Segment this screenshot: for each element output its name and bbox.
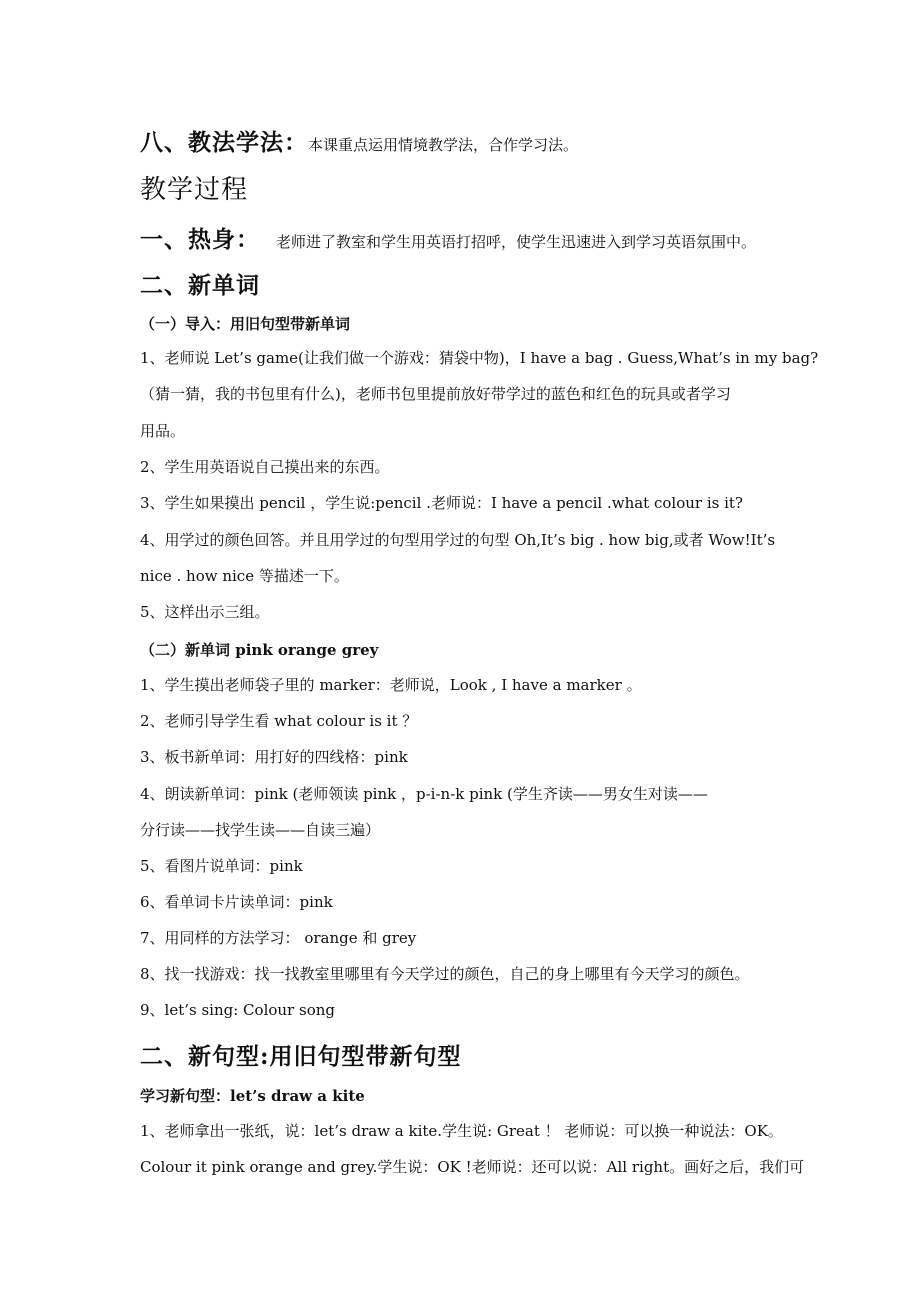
paragraph-line: 1、老师拿出一张纸，说：let’s draw a kite.学生说: Great ！ 老师说：可以换一种说法：OK。 <box>140 1122 783 1140</box>
paragraph-line: 6、看单词卡片读单词：pink <box>140 893 333 911</box>
section-heading-new-words: 二、新单词 <box>140 272 260 299</box>
paragraph-line: 1、学生摸出老师袋子里的 marker：老师说，Look , I have a marker 。 <box>140 676 642 694</box>
paragraph-line: （猜一猜，我的书包里有什么)，老师书包里提前放好带学过的蓝色和红色的玩具或者学习 <box>140 385 731 403</box>
paragraph-line: 2、学生用英语说自己摸出来的东西。 <box>140 458 390 476</box>
paragraph-line: 2、老师引导学生看 what colour is it ？ <box>140 712 418 730</box>
section-heading-new-sentences: 二、新句型:用旧句型带新句型 <box>140 1043 462 1070</box>
paragraph-line: 5、看图片说单词：pink <box>140 857 303 875</box>
paragraph-line: 4、朗读新单词：pink (老师领读 pink ，p-i-n-k pink (学生齐读——男女生对读—— <box>140 785 708 803</box>
paragraph-line: 8、找一找游戏：找一找教室里哪里有今天学过的颜色，自己的身上哪里有今天学习的颜色。 <box>140 965 750 983</box>
paragraph-line: 5、这样出示三组。 <box>140 603 270 621</box>
paragraph-line: 分行读——找学生读——自读三遍） <box>140 821 381 839</box>
paragraph-line: 3、学生如果摸出 pencil ，学生说:pencil .老师说：I have a pencil .what colour is it? <box>140 494 743 512</box>
paragraph-line: nice . how nice 等描述一下。 <box>140 567 349 585</box>
paragraph-line: 1、老师说 Let’s game(让我们做一个游戏：猜袋中物)，I have a bag . Guess,What’s in my bag? <box>140 349 819 367</box>
subheading-new-sentence: 学习新句型：let’s draw a kite <box>140 1087 365 1105</box>
paragraph-line: Colour it pink orange and grey.学生说：OK !老师说：还可以说：All right。画好之后，我们可 <box>140 1158 805 1176</box>
section-heading-warm-up <box>140 221 756 254</box>
heading-label: 一、热身： <box>140 226 260 253</box>
heading-text: 本课重点运用情境教学法，合作学习法。 <box>308 136 579 154</box>
paragraph-line: 7、用同样的方法学习： orange 和 grey <box>140 929 417 947</box>
section-heading-teaching-methods <box>140 124 578 157</box>
paragraph-line: 用品。 <box>140 422 186 440</box>
subheading-intro: （一）导入：用旧句型带新单词 <box>140 315 351 333</box>
heading-label: 八、教法学法： <box>140 129 308 156</box>
paragraph-line: 3、板书新单词：用打好的四线格：pink <box>140 748 408 766</box>
paragraph-line: 4、用学过的颜色回答。并且用学过的句型用学过的句型 Oh,It’s big . how big,或者 Wow!It’s <box>140 531 776 549</box>
heading-text: 老师进了教室和学生用英语打招呼，使学生迅速进入到学习英语氛围中。 <box>276 233 757 251</box>
section-title-teaching-process: 教学过程 <box>140 175 249 205</box>
paragraph-line: 9、let’s sing: Colour song <box>140 1001 335 1019</box>
subheading-new-words: （二）新单词 pink orange grey <box>140 641 379 659</box>
